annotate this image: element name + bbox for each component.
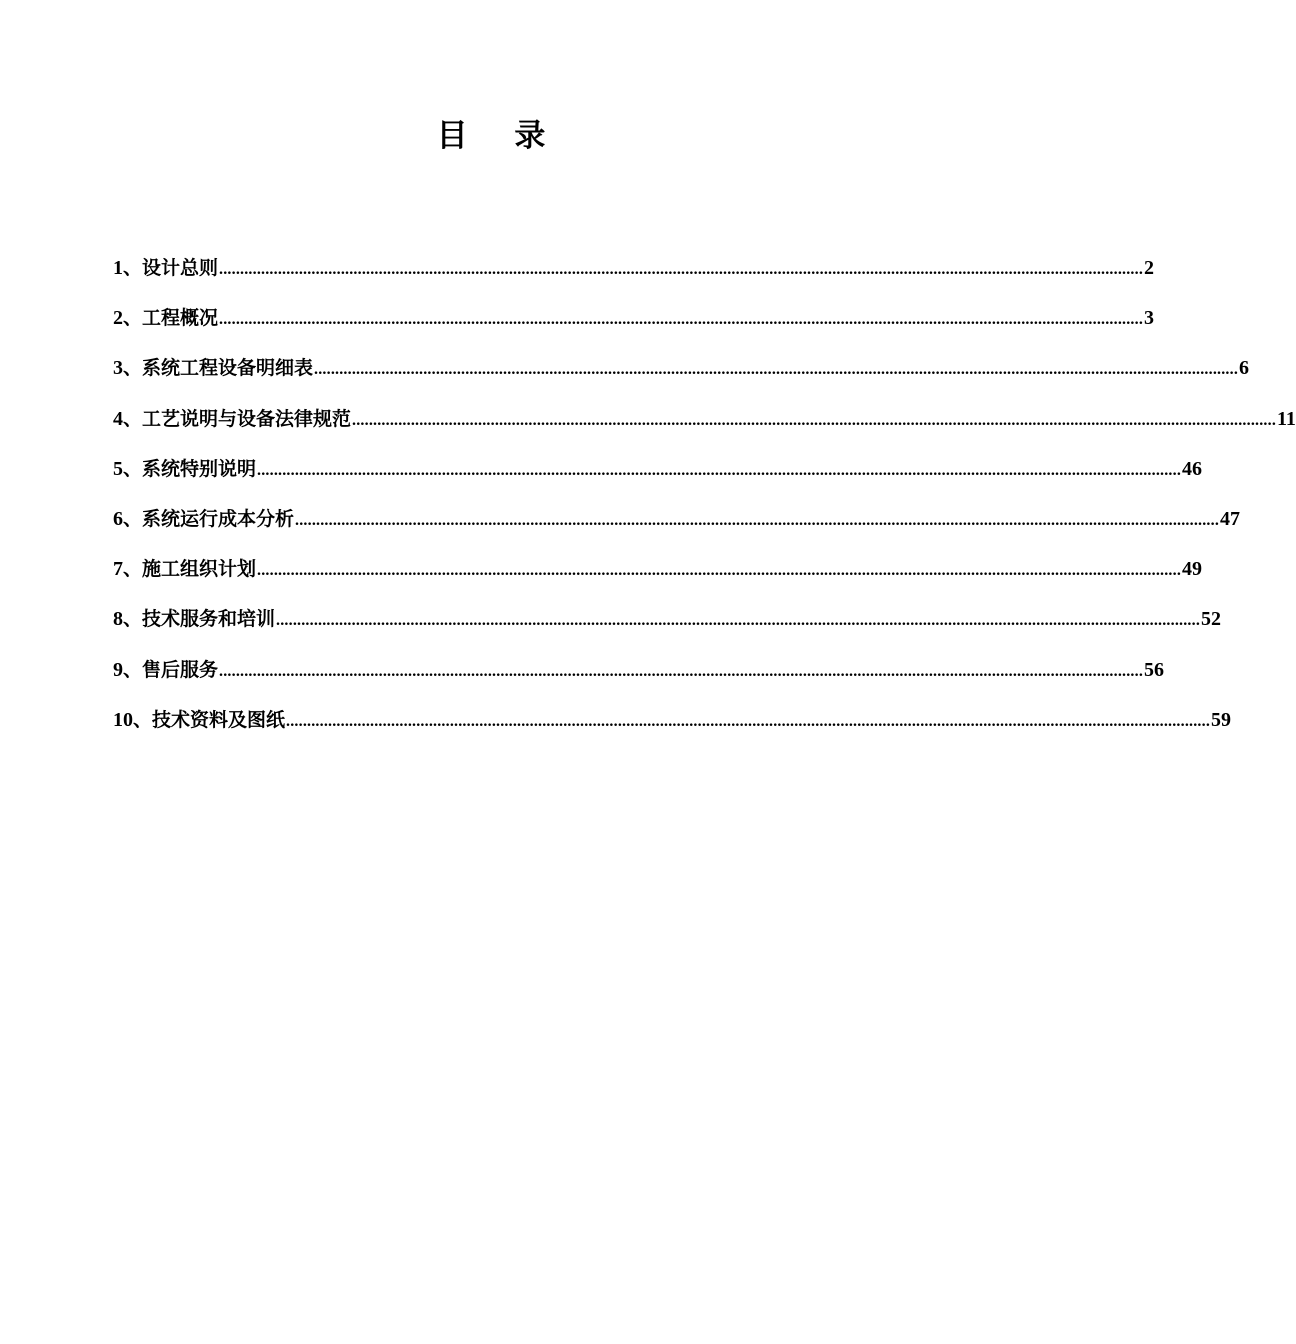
- toc-entry-label: [113, 551, 256, 587]
- toc-entry-page: 11: [1277, 407, 1296, 430]
- toc-entry-label: [113, 451, 256, 487]
- toc-entry-number: 6: [113, 507, 123, 530]
- toc-entry-text: 、技术资料及图纸: [133, 708, 286, 731]
- toc-entry[interactable]: [113, 702, 1232, 752]
- toc-entry-number: 7: [113, 558, 123, 581]
- page-title: 目 录: [436, 118, 564, 154]
- toc-entry-page: 59: [1211, 708, 1232, 731]
- toc-entry[interactable]: [113, 350, 1250, 400]
- toc-entry-text: 、工程概况: [123, 307, 219, 330]
- toc-entry-page: 46: [1182, 457, 1203, 480]
- toc-entry-number: 8: [113, 608, 123, 631]
- toc-dot-leader: ............................................................................................................................................................................................................................: [352, 411, 1277, 429]
- toc-entry-page: 2: [1144, 257, 1155, 279]
- toc-dot-leader: ............................................................................................................................................................................................................................: [257, 562, 1182, 580]
- toc-entry-text: 、技术服务和培训: [123, 608, 276, 631]
- toc-entry-page: 3: [1144, 307, 1155, 330]
- toc-entry-number: 5: [113, 457, 123, 480]
- toc-dot-leader: ............................................................................................................................................................................................................................: [219, 311, 1144, 329]
- toc-entry[interactable]: [113, 300, 1155, 350]
- toc-entry-page: 49: [1182, 558, 1203, 581]
- toc-entry-number: 4: [113, 407, 123, 430]
- toc-entry-text: 、工艺说明与设备法律规范: [123, 407, 352, 430]
- toc-entry-label: [113, 250, 218, 286]
- toc-entry-number: 9: [113, 658, 123, 681]
- toc-entry-number: 1: [113, 257, 123, 279]
- toc-entry-label: [113, 702, 285, 738]
- toc-entry-text: 、售后服务: [123, 658, 219, 681]
- toc-dot-leader: ............................................................................................................................................................................................................................: [257, 461, 1182, 479]
- toc-dot-leader: ............................................................................................................................................................................................................................: [276, 612, 1201, 630]
- toc-entry-label: [113, 350, 313, 386]
- toc-entry-text: 、设计总则: [123, 257, 219, 279]
- table-of-contents: [113, 250, 1296, 752]
- toc-dot-leader: ............................................................................................................................................................................................................................: [286, 712, 1211, 730]
- toc-entry-text: 、系统特别说明: [123, 457, 257, 480]
- toc-entry[interactable]: [113, 652, 1165, 702]
- toc-entry-number: 10: [113, 708, 133, 731]
- toc-entry[interactable]: [113, 451, 1203, 501]
- toc-entry-text: 、系统工程设备明细表: [123, 357, 314, 380]
- toc-entry-page: 6: [1239, 357, 1250, 380]
- toc-entry-number: 3: [113, 357, 123, 380]
- toc-dot-leader: ............................................................................................................................................................................................................................: [219, 261, 1144, 278]
- toc-entry-page: 47: [1220, 507, 1241, 530]
- toc-entry-page: 56: [1144, 658, 1165, 681]
- toc-dot-leader: ............................................................................................................................................................................................................................: [314, 361, 1239, 379]
- toc-entry[interactable]: [113, 601, 1222, 651]
- toc-entry-label: [113, 401, 351, 437]
- toc-entry-label: [113, 300, 218, 336]
- toc-entry-number: 2: [113, 307, 123, 330]
- toc-entry-text: 、系统运行成本分析: [123, 507, 295, 530]
- toc-entry-text: 、施工组织计划: [123, 558, 257, 581]
- toc-dot-leader: ............................................................................................................................................................................................................................: [219, 662, 1144, 680]
- toc-entry-label: [113, 652, 218, 688]
- toc-entry[interactable]: [113, 250, 1155, 300]
- toc-entry[interactable]: [113, 551, 1203, 601]
- toc-entry[interactable]: [113, 501, 1241, 551]
- toc-dot-leader: ............................................................................................................................................................................................................................: [295, 511, 1220, 529]
- toc-entry[interactable]: [113, 401, 1296, 451]
- toc-entry-label: [113, 601, 275, 637]
- toc-entry-label: [113, 501, 294, 537]
- toc-entry-page: 52: [1201, 608, 1222, 631]
